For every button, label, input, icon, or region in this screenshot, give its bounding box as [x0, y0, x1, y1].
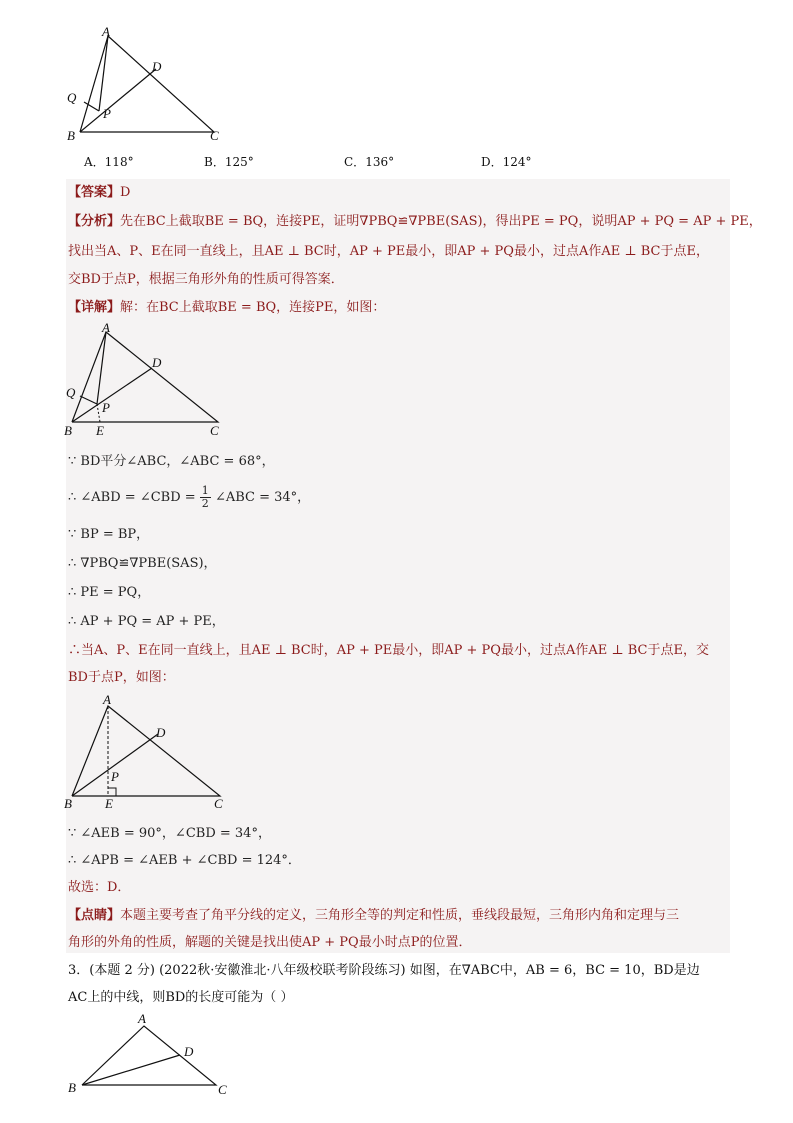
fraction-denominator: 2: [201, 497, 209, 510]
step-2: ∴ ∠ABD = ∠CBD = $\frac{1}{2}$ ∠ABC = 34°，: [68, 484, 311, 510]
choice-c: C．136°: [344, 155, 395, 169]
choice-a: A．118°: [84, 155, 134, 169]
label-c: C: [214, 796, 223, 811]
label-d: D: [184, 1044, 194, 1059]
choice-b: B．125°: [204, 155, 254, 169]
comment-line-1: 【点睛】本题主要考查了角平分线的定义，三角形全等的判定和性质，垂线段最短，三角形内角和定理与三: [68, 908, 680, 923]
answer-line: 【答案】D: [68, 185, 131, 200]
choice-d: D．124°: [481, 155, 532, 169]
step-6: ∴ AP + PQ = AP + PE，: [68, 614, 225, 629]
label-a: A: [103, 692, 111, 707]
step-1: ∵ BD平分∠ABC，∠ABC = 68°，: [68, 454, 275, 469]
label-c: C: [218, 1082, 227, 1097]
label-b: B: [68, 1080, 76, 1095]
figure-3-triangle: [60, 690, 240, 816]
question-3-line-1: 3．(本题 2 分) (2022秋·安徽淮北·八年级校联考阶段练习) 如图，在∇ABC中，AB = 6，BC = 10，BD是边: [68, 963, 700, 978]
step-5: ∴ PE = PQ，: [68, 585, 151, 600]
label-d: D: [152, 355, 162, 370]
label-a: A: [102, 320, 110, 335]
label-q: Q: [67, 90, 77, 105]
question-3-line-2: AC上的中线，则BD的长度可能为（ ）: [68, 990, 294, 1005]
figure-1-triangle: [60, 24, 230, 146]
label-a: A: [138, 1011, 146, 1026]
label-d: D: [152, 59, 162, 74]
step-9: ∵ ∠AEB = 90°，∠CBD = 34°，: [68, 826, 271, 841]
figure-4-triangle: [60, 1010, 240, 1110]
analysis-line-1: 【分析】先在BC上截取BE = BQ，连接PE，证明∇PBQ≌∇PBE(SAS)，得出PE = PQ，说明AP + PQ = AP + PE，: [68, 214, 762, 229]
step-8: BD于点P，如图：: [68, 670, 175, 685]
detail-intro: 【详解】解：在BC上截取BE = BQ，连接PE，如图：: [68, 300, 386, 315]
label-q: Q: [66, 385, 76, 400]
label-a: A: [102, 24, 110, 39]
label-c: C: [210, 423, 219, 438]
label-d: D: [156, 725, 166, 740]
figure-2-triangle: [60, 318, 230, 440]
label-e: E: [105, 796, 113, 811]
analysis-line-2: 找出当A、P、E在同一直线上，且AE ⊥ BC时，AP + PE最小，即AP + PQ最小，过点A作AE ⊥ BC于点E，: [68, 244, 709, 259]
label-b: B: [64, 796, 72, 811]
label-p: P: [111, 769, 119, 784]
label-c: C: [210, 128, 219, 143]
label-e: E: [96, 423, 104, 438]
step-4: ∴ ∇PBQ≌∇PBE(SAS)，: [68, 556, 217, 571]
label-p: P: [103, 106, 111, 121]
conclusion: 故选：D．: [68, 880, 131, 895]
fraction-numerator: 1: [201, 484, 209, 497]
comment-line-2: 角形的外角的性质，解题的关键是找出使AP + PQ最小时点P的位置．: [68, 935, 472, 950]
label-p: P: [102, 400, 110, 415]
step-10: ∴ ∠APB = ∠AEB + ∠CBD = 124°．: [68, 853, 301, 868]
step-7: ∴当A、P、E在同一直线上，且AE ⊥ BC时，AP + PE最小，即AP + PQ最小，过点A作AE ⊥ BC于点E，交: [68, 643, 709, 658]
label-b: B: [67, 128, 75, 143]
step-3: ∵ BP = BP，: [68, 527, 150, 542]
label-b: B: [64, 423, 72, 438]
analysis-line-3: 交BD于点P，根据三角形外角的性质可得答案．: [68, 272, 344, 287]
